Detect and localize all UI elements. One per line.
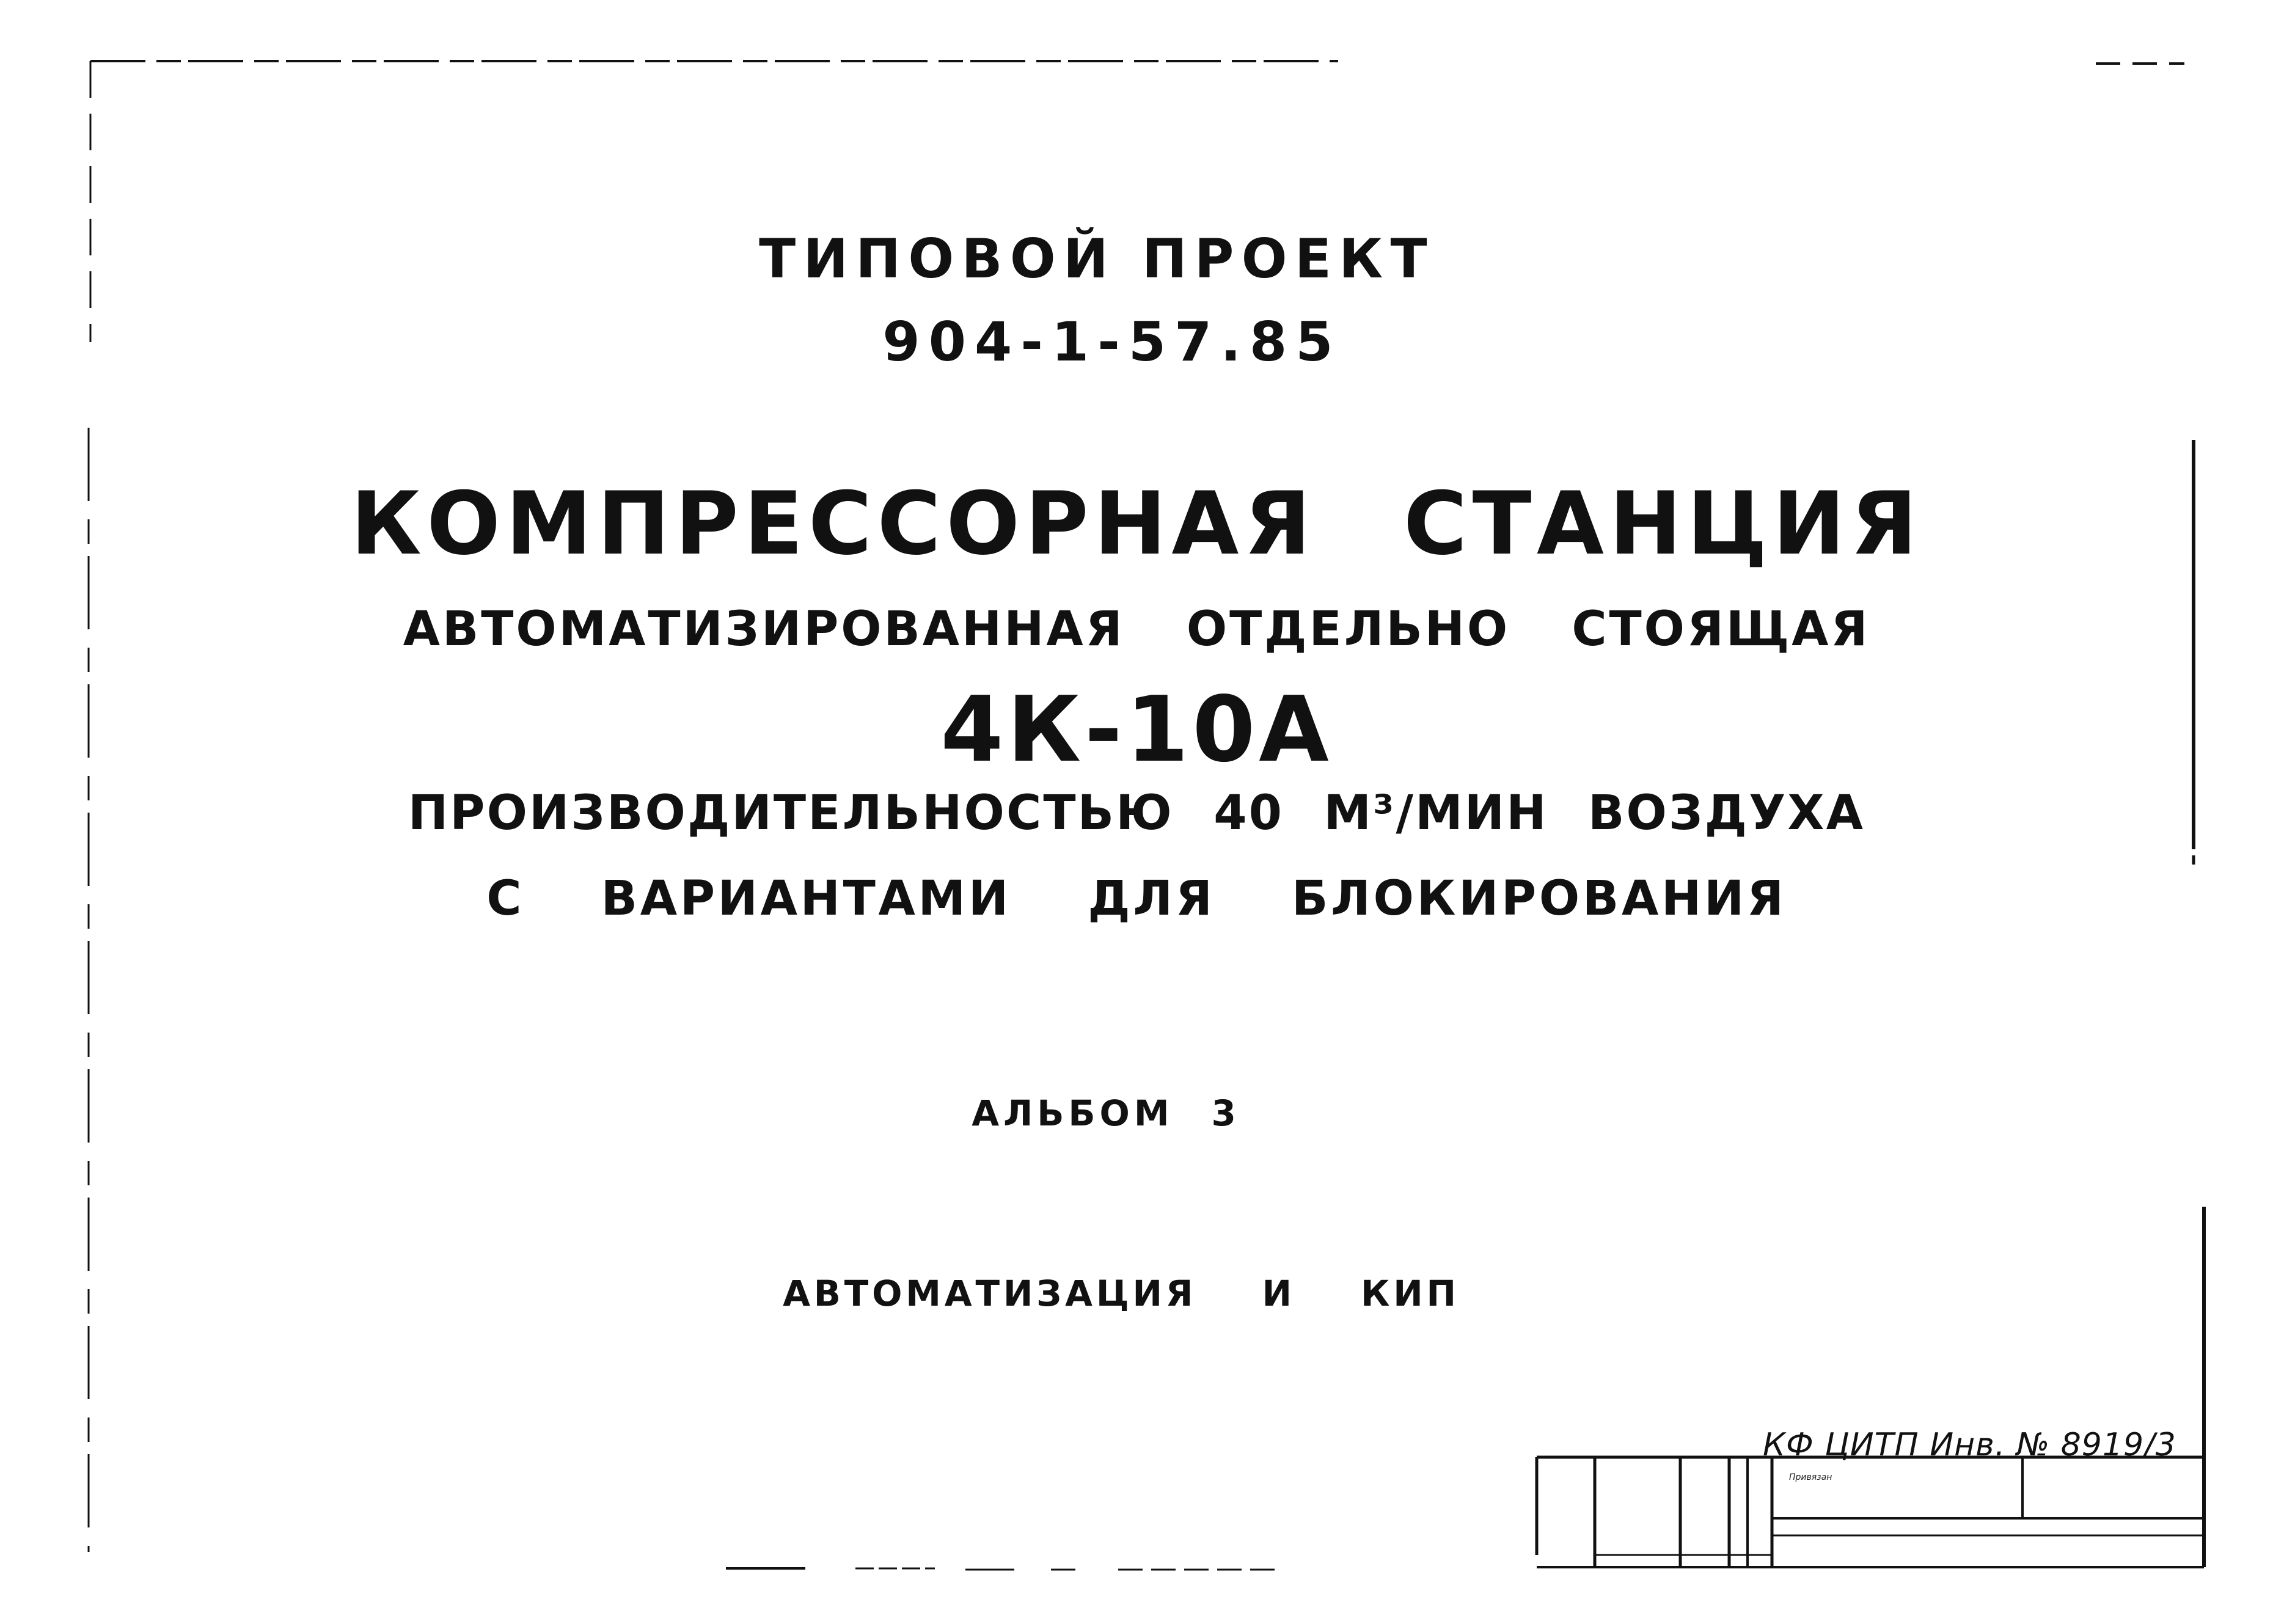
model-designation: 4К-10А <box>940 677 1333 782</box>
album-section: АВТОМАТИЗАЦИЯ И КИП <box>783 1273 1460 1314</box>
document-title: КОМПРЕССОРНАЯ СТАНЦИЯ <box>350 474 1923 574</box>
series-label: ТИПОВОЙ ПРОЕКТ <box>759 227 1435 290</box>
document-subtitle: АВТОМАТИЗИРОВАННАЯ ОТДЕЛЬНО СТОЯЩАЯ <box>403 602 1870 657</box>
variants-line: С ВАРИАНТАМИ ДЛЯ БЛОКИРОВАНИЯ <box>486 871 1787 926</box>
album-number: АЛЬБОМ 3 <box>972 1092 1240 1134</box>
title-block-note: Привязан <box>1789 1472 1832 1482</box>
inventory-stamp: КФ ЦИТП Инв. № 8919/3 <box>1763 1427 2176 1463</box>
project-number: 904-1-57.85 <box>882 310 1342 373</box>
capacity-line: ПРОИЗВОДИТЕЛЬНОСТЬЮ 40 М³/МИН ВОЗДУХА <box>408 786 1865 841</box>
